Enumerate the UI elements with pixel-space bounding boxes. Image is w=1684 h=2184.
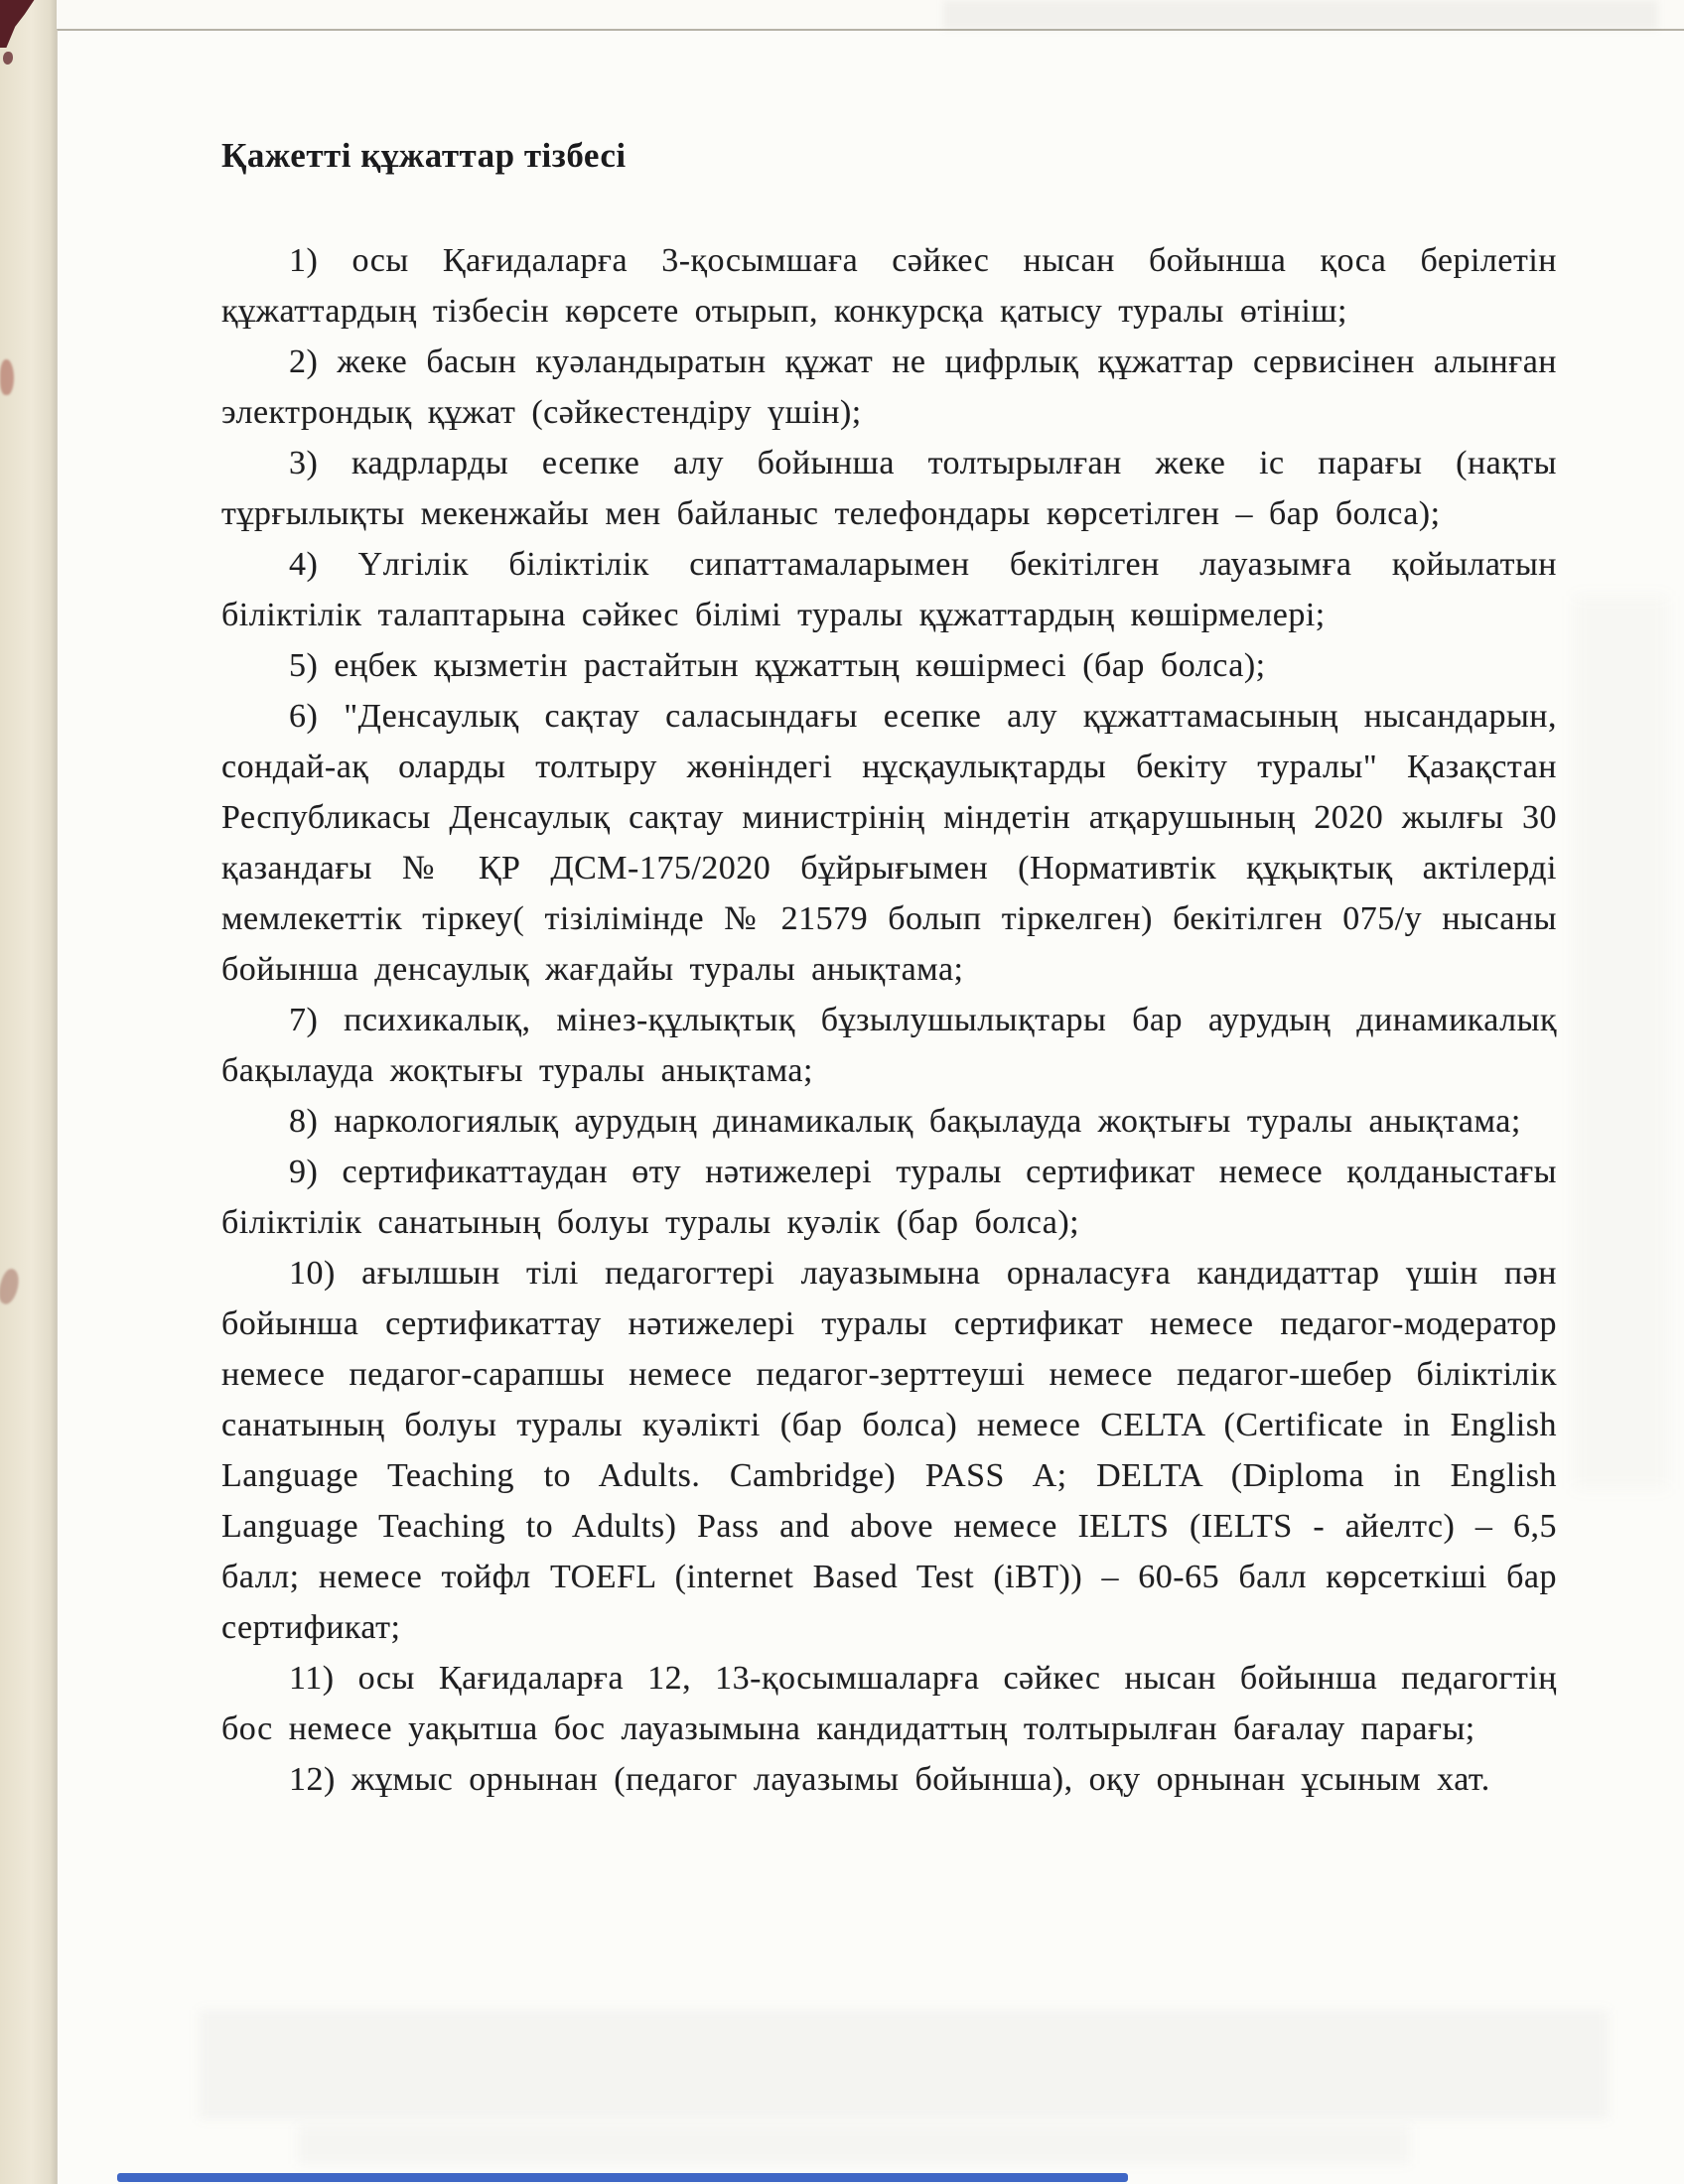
document-paragraph-8: 8) наркологиялық аурудың динамикалық бақылауда жоқтығы туралы анықтама; <box>289 1103 1521 1140</box>
document-paragraph-1: 1) осы Қағидаларға 3-қосымшаға сәйкес нысан бойынша қоса берілетін құжаттардың тізбесін көрсете отырып, конкурсқа қатысу туралы өтініш; <box>221 242 1557 330</box>
scanner-edge-strip <box>0 0 57 2184</box>
document-paragraph-10: 10) ағылшын тілі педагогтері лауазымына орналасуға кандидаттар үшін пән бойынша сертификаттау нәтижелері туралы сертификат немесе педагог-модератор немесе педагог-сарапшы немесе педагог-зерттеуші немесе педагог-шебер біліктілік санатының болуы туралы куәлікті (бар болса) немесе CELTA (Certificate in English Language Teaching to Adults. Cambridge) PASS A; DELTA (Diploma in English Language Teaching to Adults) Pass and above немесе IELTS (IELTS - айелтс) – 6,5 балл; немесе тойфл TOEFL (internet Based Test (iBT)) – 60-65 балл көрсеткіші бар сертификат; <box>221 1255 1557 1646</box>
document-paragraph-2: 2) жеке басын куәландыратын құжат не цифрлық құжаттар сервисінен алынған электрондық құжат (сәйкестендіру үшін); <box>221 343 1557 431</box>
document-paragraph-6: 6) "Денсаулық сақтау саласындағы есепке алу құжаттамасының нысандарын, сондай-ақ оларды толтыру жөніндегі нұсқаулықтарды бекіту туралы" Қазақстан Республикасы Денсаулық сақтау министрінің міндетін атқарушының 2020 жылғы 30 қазандағы № ҚР ДСМ-175/2020 бұйрығымен (Нормативтік құқықтық актілерді мемлекеттік тіркеу( тізілімінде № 21579 болып тіркелген) бекітілген 075/у нысаны бойынша денсаулық жағдайы туралы анықтама; <box>221 698 1557 988</box>
document-content <box>221 130 1557 1805</box>
document-paragraph-3: 3) кадрларды есепке алу бойынша толтырылған жеке іс парағы (нақты тұрғылықты мекенжайы мен байланыс телефондары көрсетілген – бар болса); <box>221 445 1557 532</box>
document-paragraph-9: 9) сертификаттаудан өту нәтижелері туралы сертификат немесе қолданыстағы біліктілік санатының болуы туралы куәлік (бар болса); <box>221 1154 1557 1241</box>
document-paragraph-5: 5) еңбек қызметін растайтын құжаттың көшірмесі (бар болса); <box>289 647 1266 684</box>
document-paragraph-11: 11) осы Қағидаларға 12, 13-қосымшаларға сәйкес нысан бойынша педагогтің бос немесе уақытша бос лауазымына кандидаттың толтырылған бағалау парағы; <box>221 1660 1557 1747</box>
bottom-blue-pen-line <box>117 2173 1128 2182</box>
document-page <box>57 29 1684 2184</box>
document-paragraph-7: 7) психикалық, мінез-құлықтық бұзылушылықтары бар аурудың динамикалық бақылауда жоқтығы туралы анықтама; <box>221 1002 1557 1089</box>
document-paragraph-4: 4) Үлгілік біліктілік сипаттамаларымен бекітілген лауазымға қойылатын біліктілік талаптарына сәйкес білімі туралы құжаттардың көшірмелері; <box>221 546 1557 633</box>
document-paragraph-12: 12) жұмыс орнынан (педагог лауазымы бойынша), оқу орнынан ұсыным хат. <box>289 1761 1490 1798</box>
scan-smudge <box>943 0 1658 30</box>
left-edge-red-smear <box>0 359 14 395</box>
document-title: Қажетті құжаттар тізбесі <box>221 136 627 175</box>
